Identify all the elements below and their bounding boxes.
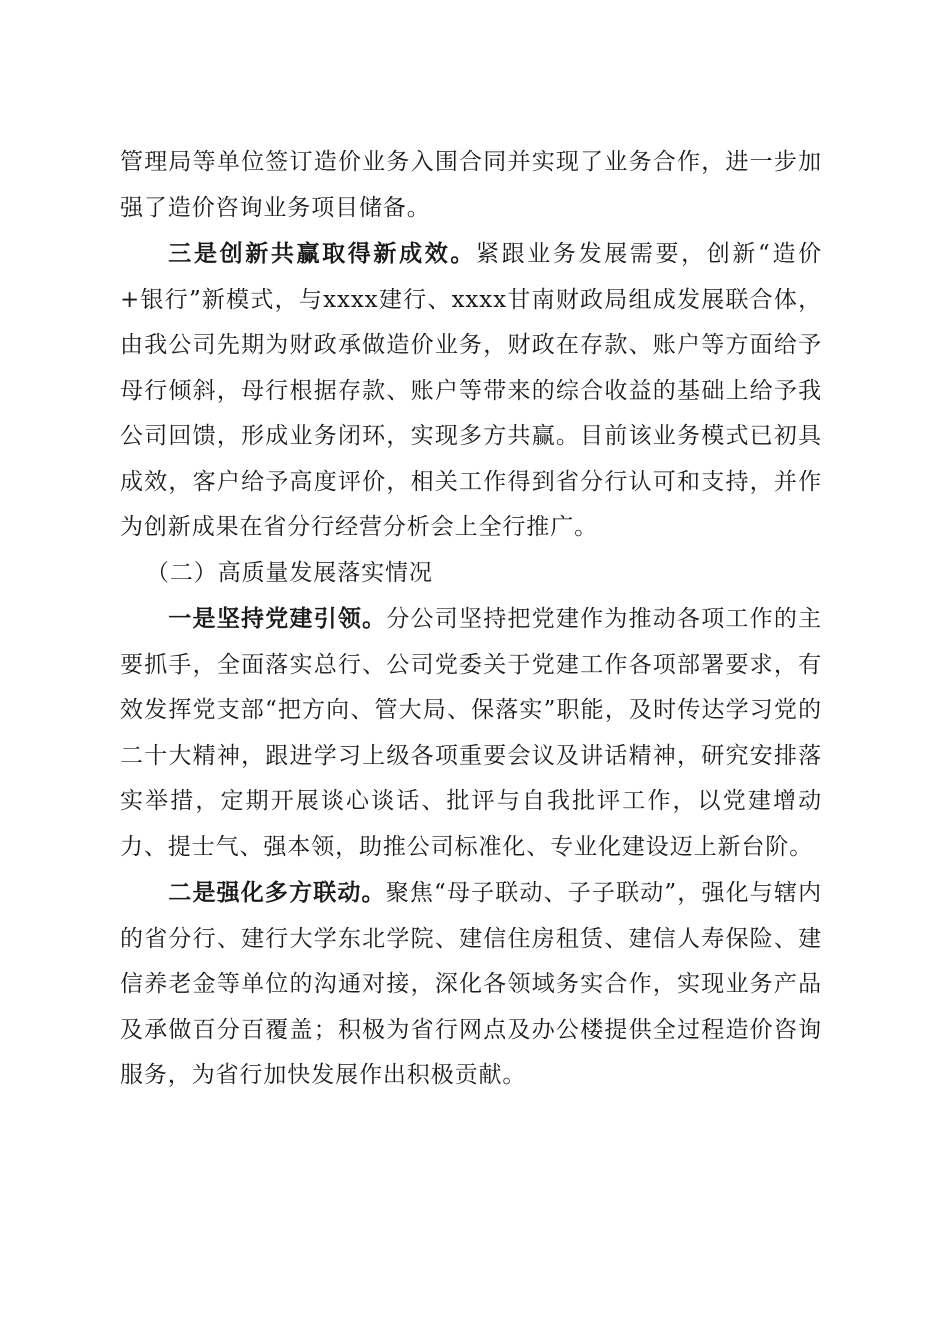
- paragraph-linkage-lead: 二是强化多方联动。: [168, 879, 386, 906]
- paragraph-party-building-body: 分公司坚持把党建作为推动各项工作的主要抓手，全面落实总行、公司党委关于党建工作各项部署要求，有效发挥党支部“把方向、管大局、保落实”职能，及时传达学习党的二十大精神，跟进学习上级各项重要会议及讲话精神，研究安排落实举措，定期开展谈心谈话、批评与自我批评工作，以党建增动力、提士气、强本领，助推公司标准化、专业化建设迈上新台阶。: [120, 606, 822, 860]
- continuation-text: 管理局等单位签订造价业务入围合同并实现了业务合作，进一步加强了造价咨询业务项目储备。: [120, 149, 822, 221]
- section-heading: [120, 551, 822, 597]
- paragraph-party-building: [120, 596, 822, 870]
- document-body: [120, 140, 822, 1099]
- continuation-paragraph: [120, 140, 822, 231]
- paragraph-innovation-body: 紧跟业务发展需要，创新“造价+银行”新模式，与xxxx建行、xxxx甘南财政局组成发展联合体，由我公司先期为财政承做造价业务，财政在存款、账户等方面给予母行倾斜，母行根据存款、账户等带来的综合收益的基础上给予我公司回馈，形成业务闭环，实现多方共赢。目前该业务模式已初具成效，客户给予高度评价，相关工作得到省分行认可和支持，并作为创新成果在省分行经营分析会上全行推广。: [120, 241, 822, 540]
- paragraph-linkage: [120, 870, 822, 1099]
- paragraph-linkage-body: 聚焦“母子联动、子子联动”，强化与辖内的省分行、建行大学东北学院、建信住房租赁、建信人寿保险、建信养老金等单位的沟通对接，深化各领域务实合作，实现业务产品及承做百分百覆盖；积极为省行网点及办公楼提供全过程造价咨询服务，为省行加快发展作出积极贡献。: [120, 880, 822, 1088]
- paragraph-innovation-lead: 三是创新共赢取得新成效。: [168, 240, 476, 267]
- paragraph-innovation: [120, 231, 822, 551]
- section-heading-text: （二）高质量发展落实情况: [146, 559, 433, 586]
- paragraph-party-building-lead: 一是坚持党建引领。: [168, 605, 387, 632]
